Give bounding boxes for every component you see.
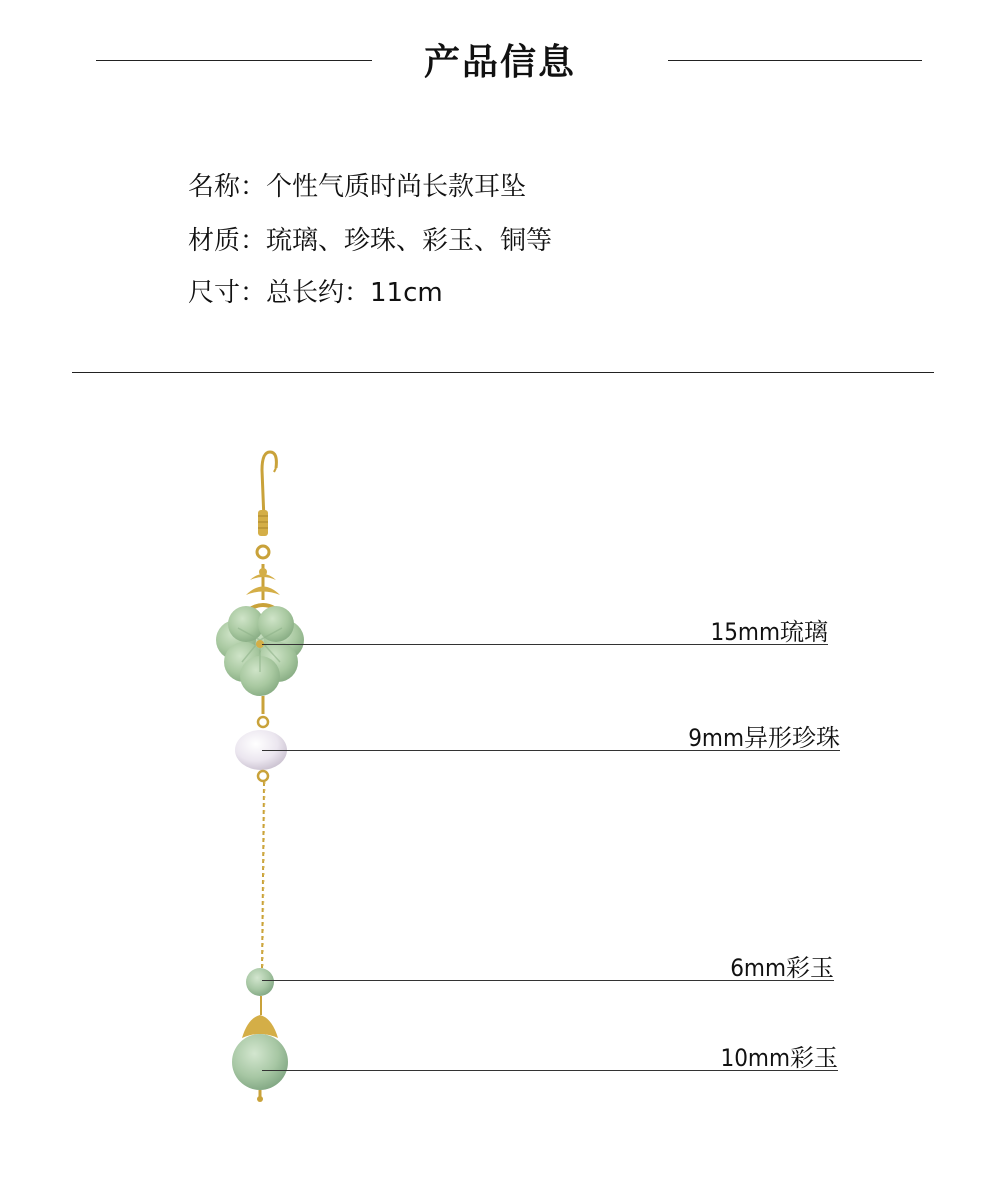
info-name [188,166,526,203]
info-size-label: 尺寸： [188,278,267,308]
info-size-value: 总长约：11cm [266,278,443,308]
large-jade-bead [232,1034,288,1090]
gold-chain [262,782,265,970]
callout-label-glaze: 15mm琉璃 [710,618,828,646]
info-material-value: 琉璃、珍珠、彩玉、铜等 [266,226,553,256]
earring-product-image [190,440,330,1110]
small-jade-bead [246,968,274,996]
callout-label-small-bead: 6mm彩玉 [730,954,834,982]
page-title: 产品信息 [423,42,576,83]
glaze-flower [216,606,304,696]
ear-hook [257,452,276,558]
callout-label-pearl: 9mm异形珍珠 [688,724,840,752]
info-name-label: 名称： [188,172,267,202]
callout-label-large-bead: 10mm彩玉 [720,1044,838,1072]
info-size [188,272,443,309]
section-divider [72,372,934,373]
info-name-value: 个性气质时尚长款耳坠 [266,172,527,202]
info-material-label: 材质： [188,226,267,256]
info-material [188,220,552,257]
header-rule-right [668,60,922,61]
